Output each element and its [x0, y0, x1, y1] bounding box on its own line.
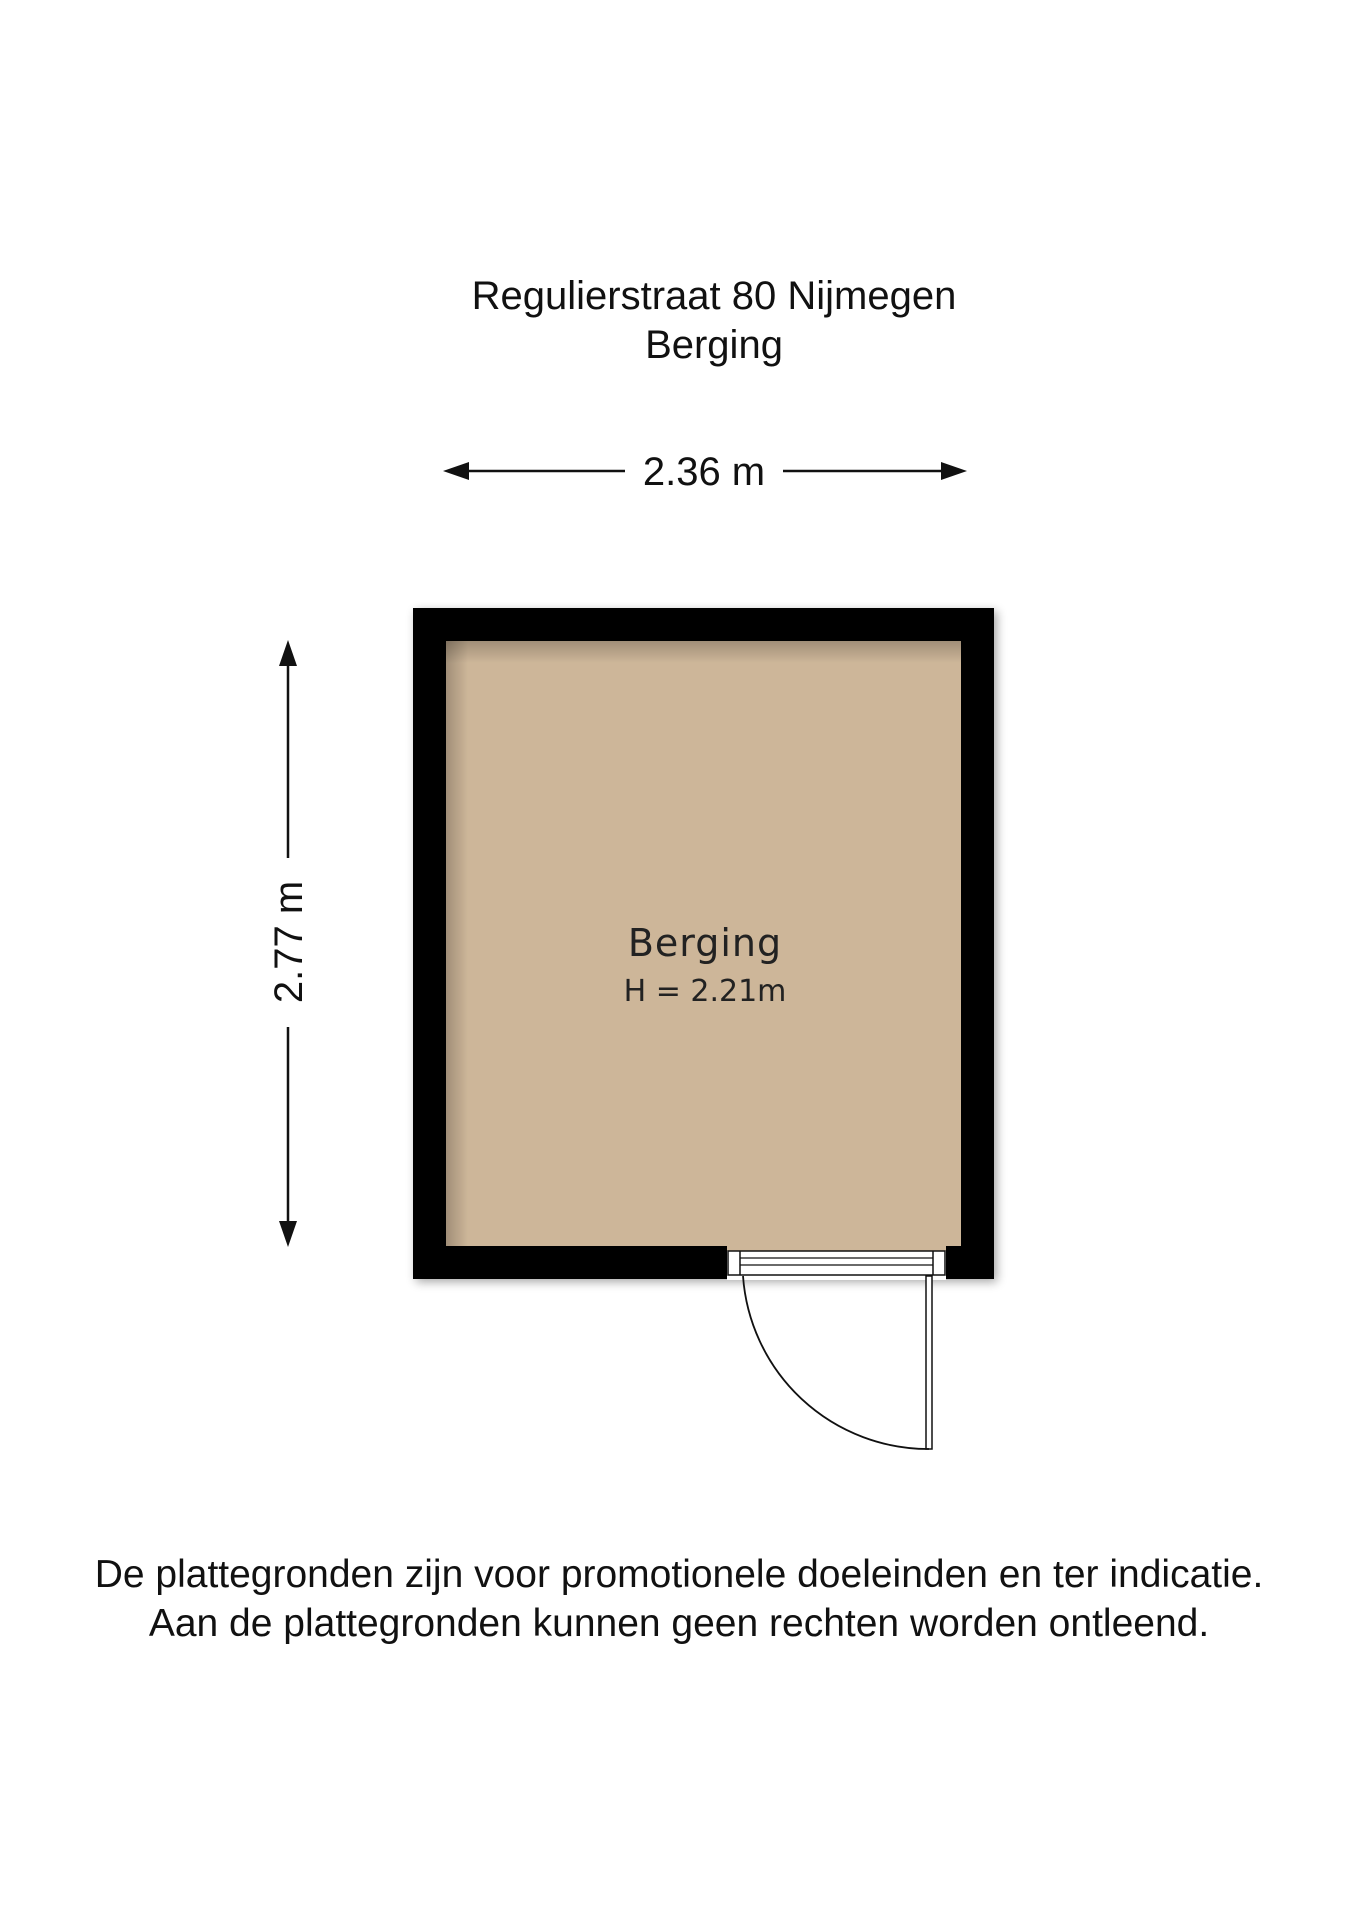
door-swing [743, 1276, 932, 1449]
width-dimension [443, 450, 967, 494]
depth-label: 2.77 m [267, 880, 311, 1004]
depth-dimension [267, 640, 311, 1247]
room-berging [413, 608, 994, 1449]
width-arrow-left-icon [443, 462, 469, 480]
room-name: Berging [627, 921, 783, 965]
floor-title: Berging [645, 323, 783, 367]
room-height: H = 2.21m [623, 974, 787, 1009]
floor-shade-left [446, 641, 468, 1246]
disclaimer-line-2: Aan de plattegronden kunnen geen rechten worden ontleend. [148, 1602, 1210, 1645]
door-leaf [926, 1276, 932, 1449]
door-swing-arc [743, 1276, 929, 1449]
door-frame [728, 1251, 945, 1275]
depth-arrow-down-icon [279, 1221, 297, 1247]
floor-shade-top [446, 641, 961, 663]
width-label: 2.36 m [642, 450, 766, 494]
disclaimer-line-1: De plattegronden zijn voor promotionele doeleinden en ter indicatie. [94, 1553, 1264, 1596]
address-title: Regulierstraat 80 Nijmegen [471, 274, 957, 318]
depth-arrow-up-icon [279, 640, 297, 666]
width-arrow-right-icon [941, 462, 967, 480]
disclaimer [0, 1550, 1358, 1648]
